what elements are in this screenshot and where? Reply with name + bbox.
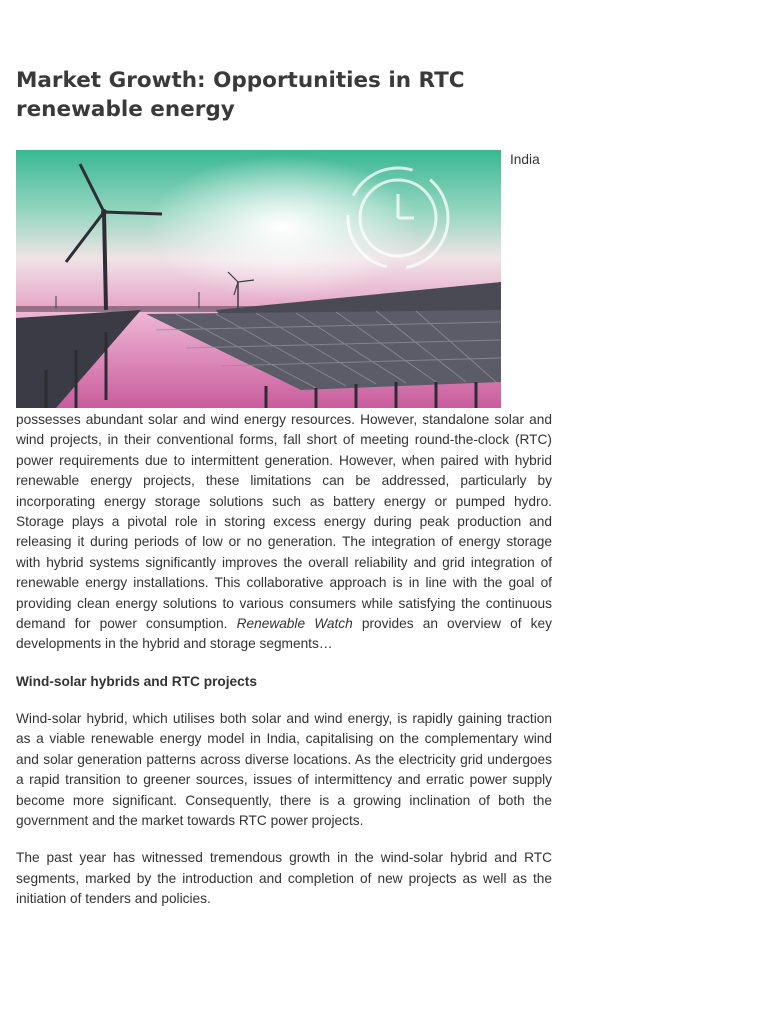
publication-name: Renewable Watch <box>236 616 353 632</box>
body-paragraph: Wind-solar hybrid, which utilises both solar and wind energy, is rapidly gaining traction as a viable renewable energy model in India, capitalising on the complementary wind and solar generation patterns across diverse locations. As the electricity grid undergoes a rapid transition to greener sources, issues of intermittency and erratic power supply become more significant. Consequently, there is a growing inclination of both the government and the market towards RTC power projects. <box>16 710 552 828</box>
intro-text-end: provides an overview of key developments in the hybrid and storage segments… <box>16 616 552 652</box>
article-title: Market Growth: Opportunities in RTC renewable energy <box>16 68 465 122</box>
article <box>16 66 552 910</box>
section-heading: Wind-solar hybrids and RTC projects <box>16 673 257 689</box>
intro-text: India possesses abundant solar and wind energy resources. However, standalone solar and wind projects, in their conventional forms, fall short of meeting round-the-clock (RTC) power requirements due to intermittent generation. However, when paired with hybrid renewable energy projects, these limitations can be addressed, particularly by incorporating energy storage solutions such as battery energy or pumped hydro. Storage plays a pivotal role in storing excess energy during peak production and releasing it during periods of low or no generation. The integration of energy storage with hybrid systems significantly improves the overall reliability and grid integration of renewable energy installations. This collaborative approach is in line with the goal of providing clean energy solutions to various consumers while satisfying the continuous demand for power consumption. <box>16 152 552 632</box>
hero-image <box>16 150 501 408</box>
body-paragraph: The past year has witnessed tremendous growth in the wind-solar hybrid and RTC segments, marked by the introduction and completion of new projects as well as the initiation of tenders and policies. <box>16 850 552 907</box>
article-body <box>16 149 552 655</box>
